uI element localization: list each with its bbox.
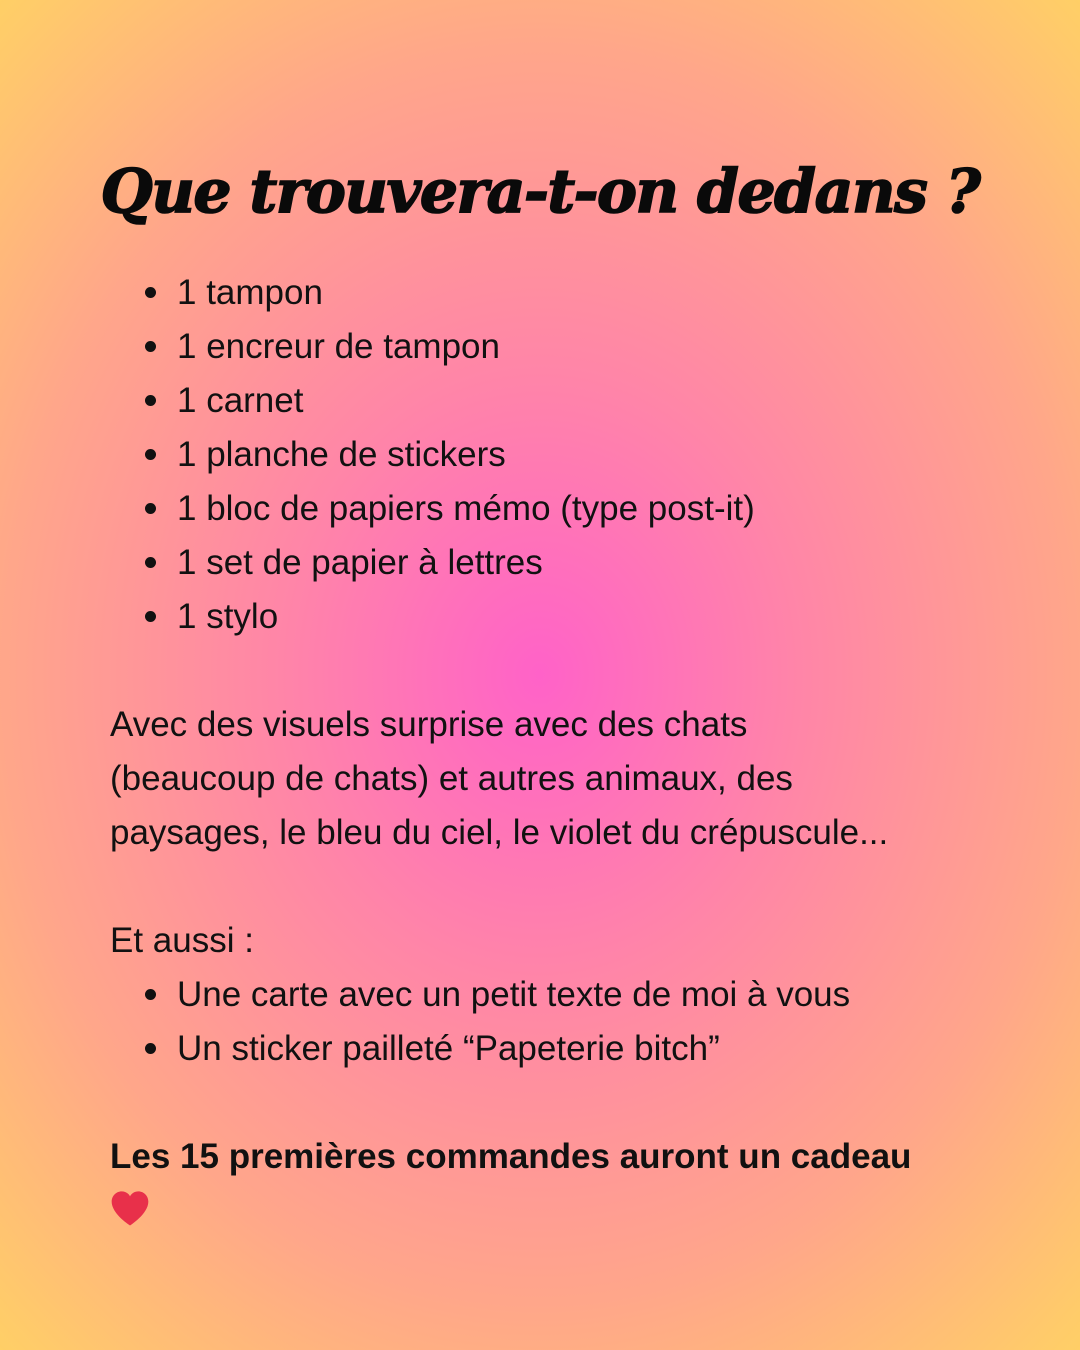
bullet-dot-icon <box>145 557 156 568</box>
spacer <box>110 644 990 698</box>
extras-heading: Et aussi : <box>110 921 254 960</box>
list-item-label: 1 bloc de papiers mémo (type post-it) <box>177 489 755 528</box>
list-item-label: Un sticker pailleté “Papeterie bitch” <box>177 1029 720 1068</box>
spacer <box>110 1076 990 1130</box>
list-item <box>110 428 990 482</box>
contents-list <box>110 266 990 644</box>
list-item-label: 1 planche de stickers <box>177 435 506 474</box>
list-item <box>110 590 990 644</box>
description-line: Avec des visuels surprise avec des chats <box>110 705 748 744</box>
bullet-dot-icon <box>145 287 156 298</box>
main-content <box>110 266 990 1228</box>
list-item <box>110 968 990 1022</box>
list-item <box>110 374 990 428</box>
bullet-dot-icon <box>145 449 156 460</box>
list-item <box>110 1022 990 1076</box>
promo-text: Les 15 premières commandes auront un cadeau <box>110 1137 912 1176</box>
heart-shape <box>112 1191 149 1225</box>
list-item-label: Une carte avec un petit texte de moi à vous <box>177 975 851 1014</box>
page-title: Que trouvera-t-on dedans ? <box>100 157 980 227</box>
list-item-label: 1 carnet <box>177 381 304 420</box>
bullet-dot-icon <box>145 989 156 1000</box>
bullet-dot-icon <box>145 341 156 352</box>
list-item <box>110 320 990 374</box>
list-item-label: 1 encreur de tampon <box>177 327 500 366</box>
list-item <box>110 536 990 590</box>
bullet-dot-icon <box>145 611 156 622</box>
bullet-dot-icon <box>145 395 156 406</box>
extras-list <box>110 968 990 1076</box>
list-item <box>110 482 990 536</box>
description-line: paysages, le bleu du ciel, le violet du crépuscule... <box>110 813 889 852</box>
bullet-dot-icon <box>145 503 156 514</box>
list-item-label: 1 stylo <box>177 597 279 636</box>
spacer <box>110 860 990 914</box>
heart-icon <box>110 1188 150 1228</box>
list-item-label: 1 tampon <box>177 273 323 312</box>
description-paragraph <box>110 698 990 860</box>
description-line: (beaucoup de chats) et autres animaux, des <box>110 759 793 798</box>
bullet-dot-icon <box>145 1043 156 1054</box>
list-item-label: 1 set de papier à lettres <box>177 543 543 582</box>
list-item <box>110 266 990 320</box>
